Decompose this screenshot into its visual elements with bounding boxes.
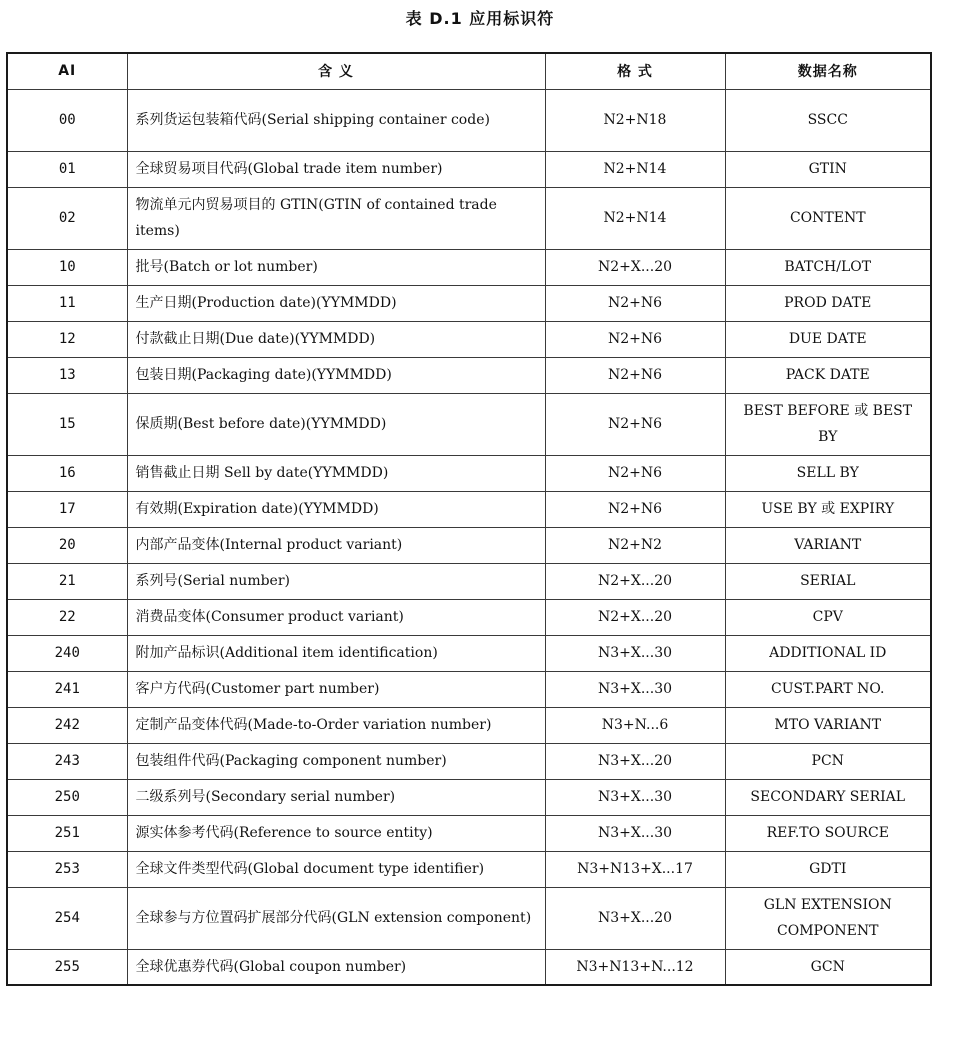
cell-format: N3+X...20 bbox=[545, 743, 725, 779]
cell-format: N2+X...20 bbox=[545, 599, 725, 635]
table-row bbox=[7, 671, 931, 707]
cell-ai: 01 bbox=[7, 151, 127, 187]
cell-ai: 02 bbox=[7, 187, 127, 249]
cell-format: N3+X...30 bbox=[545, 671, 725, 707]
cell-name: GDTI bbox=[725, 851, 931, 887]
cell-meaning: 物流单元内贸易项目的 GTIN(GTIN of contained trade items) bbox=[127, 187, 545, 249]
cell-format: N2+X...20 bbox=[545, 563, 725, 599]
cell-format: N2+N14 bbox=[545, 187, 725, 249]
cell-format: N3+X...30 bbox=[545, 815, 725, 851]
table-row bbox=[7, 455, 931, 491]
cell-meaning: 销售截止日期 Sell by date(YYMMDD) bbox=[127, 455, 545, 491]
cell-meaning: 内部产品变体(Internal product variant) bbox=[127, 527, 545, 563]
table-row bbox=[7, 357, 931, 393]
table-row bbox=[7, 851, 931, 887]
table-row bbox=[7, 563, 931, 599]
cell-meaning: 保质期(Best before date)(YYMMDD) bbox=[127, 393, 545, 455]
table-row bbox=[7, 321, 931, 357]
cell-format: N3+N13+X...17 bbox=[545, 851, 725, 887]
cell-meaning: 附加产品标识(Additional item identification) bbox=[127, 635, 545, 671]
cell-name: USE BY 或 EXPIRY bbox=[725, 491, 931, 527]
table-row bbox=[7, 779, 931, 815]
table-row bbox=[7, 249, 931, 285]
cell-format: N2+N14 bbox=[545, 151, 725, 187]
cell-name: BATCH/LOT bbox=[725, 249, 931, 285]
cell-format: N2+N6 bbox=[545, 357, 725, 393]
table-row bbox=[7, 949, 931, 985]
cell-format: N2+N6 bbox=[545, 491, 725, 527]
cell-meaning: 全球文件类型代码(Global document type identifier) bbox=[127, 851, 545, 887]
cell-meaning: 生产日期(Production date)(YYMMDD) bbox=[127, 285, 545, 321]
cell-ai: 253 bbox=[7, 851, 127, 887]
header-ai: AI bbox=[7, 53, 127, 89]
cell-meaning: 系列号(Serial number) bbox=[127, 563, 545, 599]
cell-meaning: 包装组件代码(Packaging component number) bbox=[127, 743, 545, 779]
header-meaning: 含 义 bbox=[127, 53, 545, 89]
cell-meaning: 包装日期(Packaging date)(YYMMDD) bbox=[127, 357, 545, 393]
cell-format: N3+X...30 bbox=[545, 635, 725, 671]
cell-name: CUST.PART NO. bbox=[725, 671, 931, 707]
cell-format: N3+N13+N...12 bbox=[545, 949, 725, 985]
table-row bbox=[7, 599, 931, 635]
cell-ai: 254 bbox=[7, 887, 127, 949]
cell-ai: 251 bbox=[7, 815, 127, 851]
cell-ai: 10 bbox=[7, 249, 127, 285]
cell-ai: 255 bbox=[7, 949, 127, 985]
cell-name: PROD DATE bbox=[725, 285, 931, 321]
cell-ai: 250 bbox=[7, 779, 127, 815]
cell-ai: 12 bbox=[7, 321, 127, 357]
cell-meaning: 二级系列号(Secondary serial number) bbox=[127, 779, 545, 815]
cell-ai: 243 bbox=[7, 743, 127, 779]
table-caption: 表 D.1 应用标识符 bbox=[405, 9, 555, 28]
cell-meaning: 有效期(Expiration date)(YYMMDD) bbox=[127, 491, 545, 527]
cell-meaning: 源实体参考代码(Reference to source entity) bbox=[127, 815, 545, 851]
application-identifier-table bbox=[6, 52, 932, 986]
cell-name: SECONDARY SERIAL bbox=[725, 779, 931, 815]
cell-format: N2+N6 bbox=[545, 455, 725, 491]
cell-name: GCN bbox=[725, 949, 931, 985]
cell-name: REF.TO SOURCE bbox=[725, 815, 931, 851]
cell-name: CPV bbox=[725, 599, 931, 635]
cell-ai: 241 bbox=[7, 671, 127, 707]
table-row bbox=[7, 815, 931, 851]
cell-ai: 20 bbox=[7, 527, 127, 563]
cell-meaning: 全球参与方位置码扩展部分代码(GLN extension component) bbox=[127, 887, 545, 949]
table-row bbox=[7, 635, 931, 671]
header-name: 数据名称 bbox=[725, 53, 931, 89]
cell-ai: 13 bbox=[7, 357, 127, 393]
cell-meaning: 全球优惠券代码(Global coupon number) bbox=[127, 949, 545, 985]
cell-name: DUE DATE bbox=[725, 321, 931, 357]
cell-ai: 16 bbox=[7, 455, 127, 491]
cell-format: N3+X...30 bbox=[545, 779, 725, 815]
table-row bbox=[7, 187, 931, 249]
cell-format: N3+N...6 bbox=[545, 707, 725, 743]
cell-format: N2+X...20 bbox=[545, 249, 725, 285]
cell-name: VARIANT bbox=[725, 527, 931, 563]
cell-format: N2+N6 bbox=[545, 393, 725, 455]
cell-meaning: 消费品变体(Consumer product variant) bbox=[127, 599, 545, 635]
table-row bbox=[7, 527, 931, 563]
cell-name: SERIAL bbox=[725, 563, 931, 599]
cell-meaning: 系列货运包装箱代码(Serial shipping container code) bbox=[127, 89, 545, 151]
table-row bbox=[7, 707, 931, 743]
table-header-row bbox=[7, 53, 931, 89]
cell-ai: 11 bbox=[7, 285, 127, 321]
cell-ai: 22 bbox=[7, 599, 127, 635]
cell-name: SELL BY bbox=[725, 455, 931, 491]
cell-name: GTIN bbox=[725, 151, 931, 187]
cell-name: PACK DATE bbox=[725, 357, 931, 393]
cell-ai: 00 bbox=[7, 89, 127, 151]
table-row bbox=[7, 393, 931, 455]
table-row bbox=[7, 285, 931, 321]
cell-meaning: 定制产品变体代码(Made-to-Order variation number) bbox=[127, 707, 545, 743]
cell-format: N2+N6 bbox=[545, 321, 725, 357]
cell-name: PCN bbox=[725, 743, 931, 779]
cell-meaning: 客户方代码(Customer part number) bbox=[127, 671, 545, 707]
cell-format: N3+X...20 bbox=[545, 887, 725, 949]
table-row bbox=[7, 151, 931, 187]
cell-name: CONTENT bbox=[725, 187, 931, 249]
cell-meaning: 付款截止日期(Due date)(YYMMDD) bbox=[127, 321, 545, 357]
cell-name: ADDITIONAL ID bbox=[725, 635, 931, 671]
cell-name: BEST BEFORE 或 BEST BY bbox=[725, 393, 931, 455]
cell-format: N2+N6 bbox=[545, 285, 725, 321]
cell-name: GLN EXTENSION COMPONENT bbox=[725, 887, 931, 949]
cell-name: SSCC bbox=[725, 89, 931, 151]
cell-format: N2+N18 bbox=[545, 89, 725, 151]
table-row bbox=[7, 89, 931, 151]
cell-ai: 17 bbox=[7, 491, 127, 527]
table-row bbox=[7, 887, 931, 949]
cell-meaning: 全球贸易项目代码(Global trade item number) bbox=[127, 151, 545, 187]
cell-ai: 242 bbox=[7, 707, 127, 743]
cell-ai: 240 bbox=[7, 635, 127, 671]
cell-format: N2+N2 bbox=[545, 527, 725, 563]
table-row bbox=[7, 491, 931, 527]
cell-ai: 21 bbox=[7, 563, 127, 599]
cell-name: MTO VARIANT bbox=[725, 707, 931, 743]
cell-ai: 15 bbox=[7, 393, 127, 455]
cell-meaning: 批号(Batch or lot number) bbox=[127, 249, 545, 285]
table-row bbox=[7, 743, 931, 779]
header-format: 格 式 bbox=[545, 53, 725, 89]
